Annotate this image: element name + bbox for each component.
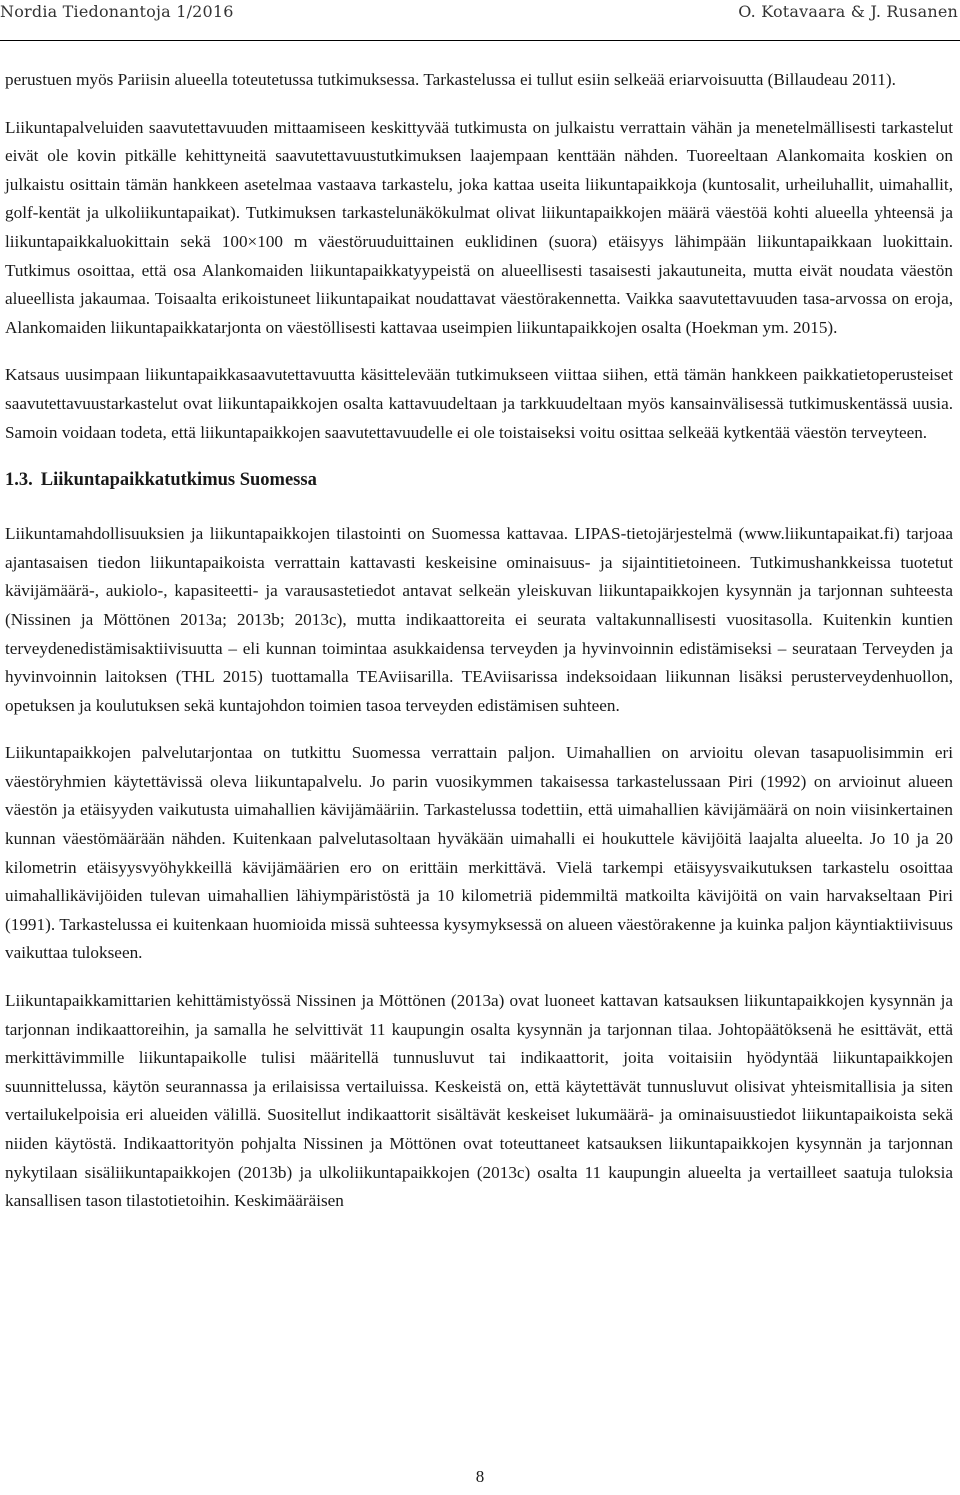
authors: O. Kotavaara & J. Rusanen: [738, 2, 958, 21]
paragraph: Liikuntamahdollisuuksien ja liikuntapaikkojen tilastointi on Suomessa kattavaa. LIPAS-tietojärjestelmä (www.liikuntapaikat.fi) tarjoaa ajantasaisen tiedon liikuntapaikoista verrattain kattavasti keskeisine ominaisuus- ja sijaintitietoineen. Tutkimushankkeissa tuotetut kävijämäärä-, aukiolo-, kapasiteetti- ja varausastetiedot antavat selkeän yleiskuvan liikuntapaikkojen kysynnän ja tarjonnan suhteesta (Nissinen ja Möttönen 2013a; 2013b; 2013c), mutta indikaattoreita ei seurata valtakunnallisesti vuositasolla. Kuitenkin kuntien terveydenedistämisaktiivisuutta – eli kunnan toimintaa asukkaidensa terveyden ja hyvinvoinnin edistämiseksi – seurataan Terveyden ja hyvinvoinnin laitoksen (THL 2015) tuottamalla TEAviisarilla. TEAviisarissa indeksoidaan liikunnan lisäksi perusterveydenhuollon, opetuksen ja koulutuksen sekä kuntajohdon toimien tasoa terveyden edistämisen suhteen.: [5, 524, 953, 715]
paragraph: perustuen myös Pariisin alueella toteutetussa tutkimuksessa. Tarkastelussa ei tullut esiin selkeää eriarvoisuutta (Billaudeau 2011).: [5, 70, 896, 89]
section-number: 1.3.: [5, 470, 33, 491]
section-title: Liikuntapaikkatutkimus Suomessa: [40, 470, 317, 491]
running-header: [0, 0, 960, 41]
journal-title: Nordia Tiedonantoja 1/2016: [0, 2, 234, 21]
section-heading: [5, 466, 953, 494]
paragraph: Katsaus uusimpaan liikuntapaikkasaavutettavuutta käsittelevään tutkimukseen viittaa siihen, että tämän hankkeen paikkatietoperusteiset saavutettavuustarkastelut ovat liikuntapaikkojen osalta kattavuudeltaan ja tarkkuudeltaan myös kansainvälisessä tutkimuskentässä uusia. Samoin voidaan todeta, että liikuntapaikkojen saavutettavuudelle ei ole toistaiseksi voitu osittaa selkeää kytkentää väestön terveyteen.: [5, 365, 953, 442]
paragraph: Liikuntapaikkamittarien kehittämistyössä Nissinen ja Möttönen (2013a) ovat luoneet kattavan katsauksen liikuntapaikkojen kysynnän ja tarjonnan indikaattoreihin, ja samalla he selvittivät 11 kaupungin osalta kysynnän ja tarjonnan tilaa. Johtopäätöksenä he esittävät, että merkittävimmille liikuntapaikolle tulisi määritellä tunnusluvut tai indikaattorit, joita voitaisiin hyödyntää liikuntapaikkojen suunnittelussa, käytön seurannassa ja erilaisissa vertailuissa. Keskeistä on, että käytettävät tunnusluvut olisivat yhteismitallisia ja siten vertailukelpoisia eri alueiden välillä. Suositellut indikaattorit sisältävät keskeiset lukumäärä- ja ominaisuustiedot liikuntapaikoista sekä niiden käytöstä. Indikaattorityön pohjalta Nissinen ja Möttönen ovat toteuttaneet katsauksen liikuntapaikkojen kysynnän ja tarjonnan nykytilaan sisäliikuntapaikkojen (2013b) ja ulkoliikuntapaikkojen (2013c) osalta 11 kaupungin alueelta ja vertailleet saatuja tuloksia kansallisen tason tilastotietoihin. Keskimääräisen: [5, 991, 953, 1211]
paragraph: Liikuntapalveluiden saavutettavuuden mittaamiseen keskittyvää tutkimusta on julkaistu verrattain vähän ja menetelmällisesti tarkastelut eivät ole kovin pitkälle kehittyneitä saavutettavuustutkimuksen laajempaan kenttään nähden. Tuoreeltaan Alankomaita koskien on julkaistu osittain tämän hankkeen asetelmaa vastaava tarkastelu, joka kattaa useita liikuntapaikkoja (kuntosalit, urheiluhallit, uimahallit, golf-kentät ja ulkoliikuntapaikat). Tutkimuksen tarkastelunäkökulmat olivat liikuntapaikkojen määrä väestöä kohti alueella yhteensä ja liikuntapaikkaluokittain sekä 100×100 m väestöruuduittainen euklidinen (suora) etäisyys lähimpään liikuntapaikkaan luokittain. Tutkimus osoittaa, että osa Alankomaiden liikuntapaikkatyypeistä on alueellisesti tasaisesti jakautuneita, mutta eivät noudata väestön alueellista jakaumaa. Toisaalta erikoistuneet liikuntapaikat noudattavat väestörakennetta. Vaikka saavutettavuuden tasa-arvossa on eroja, Alankomaiden liikuntapaikkatarjonta on väestöllisesti kattavaa useimpien liikuntapaikkojen osalta (Hoekman ym. 2015).: [5, 117, 953, 337]
paragraph: Liikuntapaikkojen palvelutarjontaa on tutkittu Suomessa verrattain paljon. Uimahallien on arvioitu olevan tasapuolisimmin eri väestöryhmien käytettävissä oleva liikuntapalvelu. Jo parin vuosikymmen takaisessa tarkastelussaan Piri (1992) on arvioinut alueen väestön ja etäisyyden vaikutusta uimahallien kävijämääriin. Tarkastelussa todettiin, että uimahallien kävijämäärä on noin viisinkertainen kunnan väestömäärään nähden. Kuitenkaan palvelutasoltaan hyväkään uimahalli ei houkuttele kävijöitä laajalta alueelta. Jo 10 ja 20 kilometrin etäisyysvyöhykkeillä kävijämäärien ero on erittäin merkittävä. Vielä tarkempi etäisyysvaikutuksen tarkastelu osoittaa uimahallikävijöiden tulevan uimahallien lähiympäristöstä ja 10 kilometriä pidemmiltä matkoilta kävijöitä on vain harvakseltaan Piri (1991). Tarkastelussa ei kuitenkaan huomioida missä suhteessa kysymyksessä on alueen väestörakenne ja kuinka paljon käyntiaktiivisuus vaikuttaa tulokseen.: [5, 743, 953, 963]
body-text: [5, 66, 953, 1235]
page-number: 8: [475, 1467, 485, 1486]
